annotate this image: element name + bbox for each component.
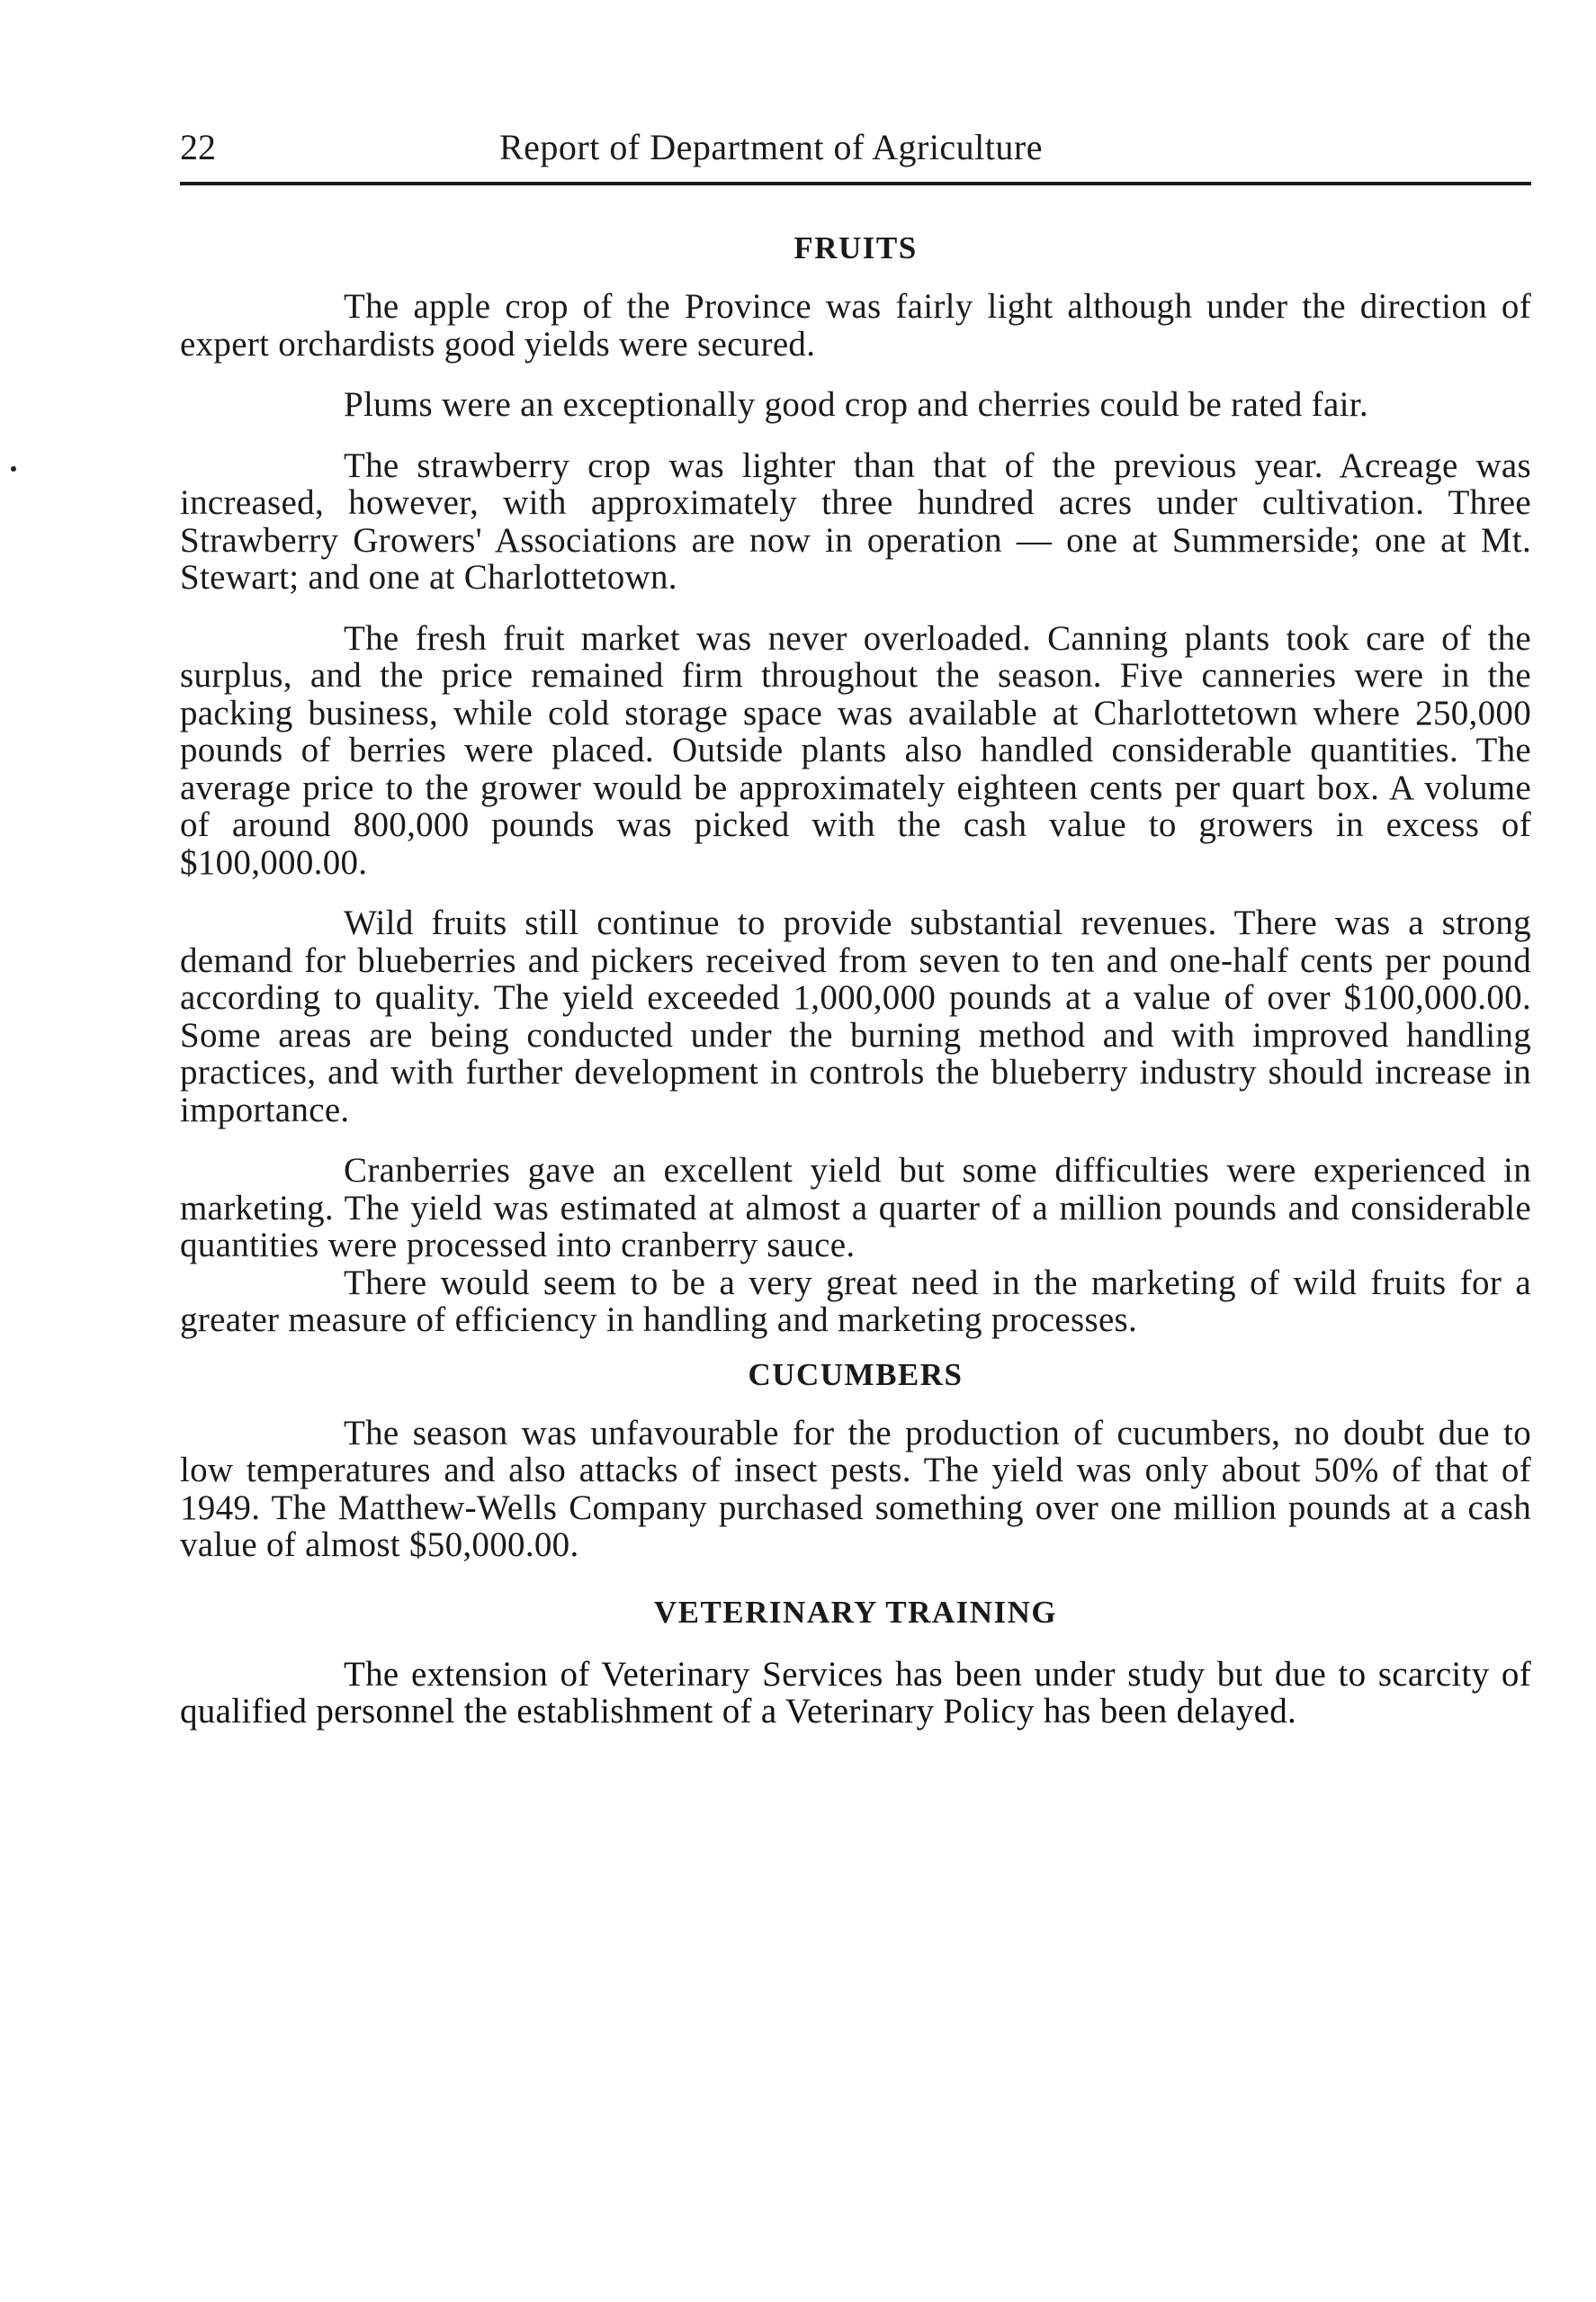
margin-mark (11, 466, 16, 472)
section-heading-cucumbers: CUCUMBERS (748, 1356, 964, 1392)
section-heading-fruits: FRUITS (794, 230, 918, 265)
paragraph: The fresh fruit market was never overloaded. Canning plants took care of the surplus, and the price remained firm throughout the season. Five canneries were in the packing business, while cold storage space was available at Charlottetown where 250,000 pounds of berries were placed. Outside plants also handled considerable quantities. The average price to the grower would be approximately eighteen cents per quart box. A volume of around 800,000 pounds was picked with the cash value to growers in excess of $100,000.00. (180, 618, 1531, 882)
paragraph: Plums were an exceptionally good crop and cherries could be rated fair. (344, 385, 1368, 424)
paragraph: There would seem to be a very great need in the marketing of wild fruits for a greater measure of efficiency in handling and marketing processes. (180, 1263, 1531, 1339)
page-body (180, 225, 1531, 1731)
running-title: Report of Department of Agriculture (499, 127, 1043, 167)
paragraph: The apple crop of the Province was fairly light although under the direction of expert orchardists good yields were secured. (180, 287, 1531, 364)
paragraph: The extension of Veterinary Services has been under study but due to scarcity of qualified personnel the establishment of a Veterinary Policy has been delayed. (180, 1654, 1531, 1731)
paragraph: Wild fruits still continue to provide substantial revenues. There was a strong demand for blueberries and pickers received from seven to ten and one-half cents per pound according to quality. The yield exceeded 1,000,000 pounds at a value of over $100,000.00. Some areas are being conducted under the burning method and with improved handling practices, and with further development in controls the blueberry industry should increase in importance. (180, 904, 1531, 1129)
paragraph: Cranberries gave an excellent yield but some difficulties were experienced in marketing. The yield was estimated at almost a quarter of a million pounds and considerable quantities were processed into cranberry sauce. (180, 1151, 1531, 1264)
page-header (180, 126, 1531, 185)
paragraph: The season was unfavourable for the production of cucumbers, no doubt due to low temperatures and also attacks of insect pests. The yield was only about 50% of that of 1949. The Matthew-Wells Company purchased something over one million pounds at a cash value of almost $50,000.00. (180, 1413, 1531, 1564)
page-number: 22 (180, 127, 216, 167)
section-cucumbers (180, 1352, 1531, 1564)
header-rule (180, 182, 1531, 185)
section-veterinary-training (180, 1589, 1531, 1731)
section-fruits (180, 225, 1531, 1339)
paragraph: The strawberry crop was lighter than that of the previous year. Acreage was increased, however, with approximately three hundred acres under cultivation. Three Strawberry Growers' Associations are now in operation — one at Summerside; one at Mt. Stewart; and one at Charlottetown. (180, 445, 1531, 597)
section-heading-veterinary-training: VETERINARY TRAINING (653, 1594, 1058, 1630)
